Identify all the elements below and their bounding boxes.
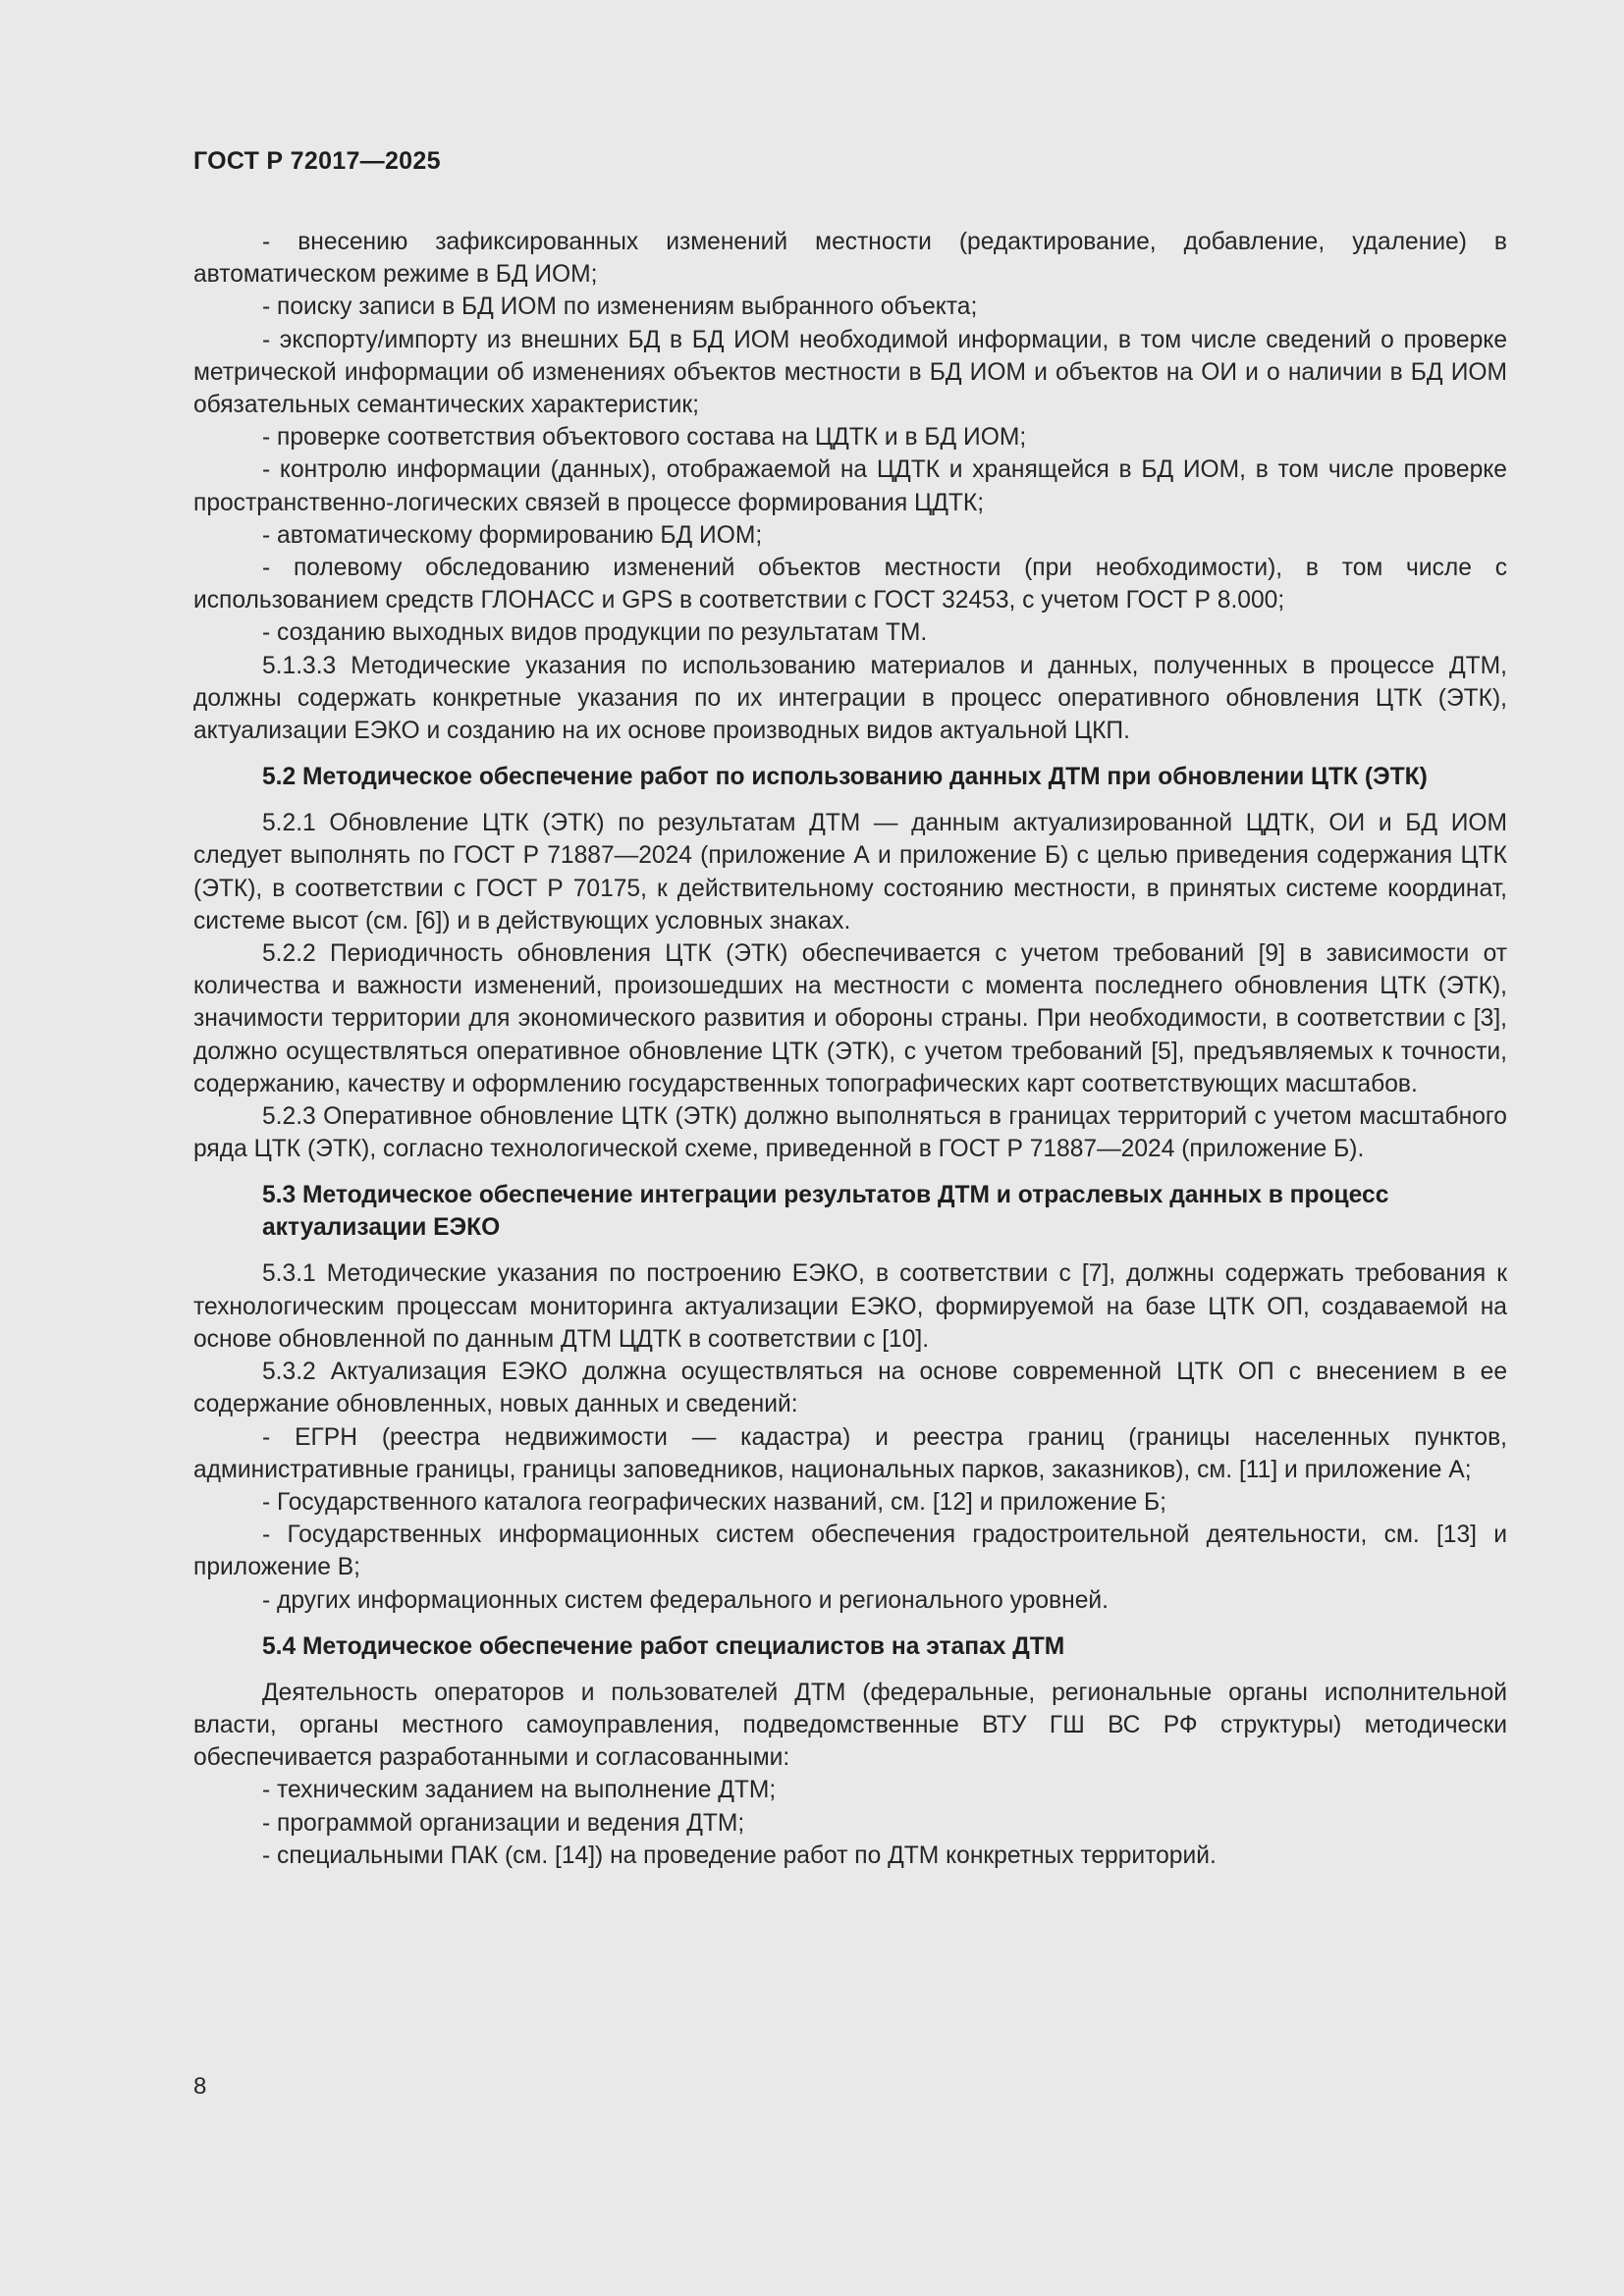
paragraph: 5.2.1 Обновление ЦТК (ЭТК) по результатам ДТМ — данным актуализированной ЦДТК, ОИ и БД ИОМ следует выполнять по ГОСТ Р 71887—2024 (приложение А и приложение Б) с целью приведения содержания ЦТК (ЭТК), в соответствии с ГОСТ Р 70175, к действительному состоянию местности, в принятых системе координат, системе высот (см. [6]) и в действующих условных знаках. xyxy=(193,810,1507,934)
list-item: - экспорту/импорту из внешних БД в БД ИОМ необходимой информации, в том числе сведений о проверке метрической информации об изменениях объектов местности в БД ИОМ и объектов на ОИ и о наличии в БД ИОМ обязательных семантических характеристик; xyxy=(193,326,1507,419)
list-item: - техническим заданием на выполнение ДТМ; xyxy=(262,1777,777,1804)
list-item: - Государственного каталога географических названий, см. [12] и приложение Б; xyxy=(262,1488,1166,1516)
paragraph: 5.3.2 Актуализация ЕЭКО должна осуществляться на основе современной ЦТК ОП с внесением в ее содержание обновленных, новых данных и сведений: xyxy=(193,1359,1507,1418)
list-item: - автоматическому формированию БД ИОМ; xyxy=(262,521,763,549)
list-item: - Государственных информационных систем обеспечения градостроительной деятельности, см. [13] и приложение В; xyxy=(193,1522,1507,1581)
list-item: - специальными ПАК (см. [14]) на проведение работ по ДТМ конкретных территорий. xyxy=(262,1842,1217,1869)
section-heading-5-3: 5.3 Методическое обеспечение интеграции результатов ДТМ и отраслевых данных в процесс актуализации ЕЭКО xyxy=(262,1182,1389,1242)
list-item: - контролю информации (данных), отображаемой на ЦДТК и хранящейся в БД ИОМ, в том числе проверке пространственно-логических связей в процессе формирования ЦДТК; xyxy=(193,456,1507,516)
paragraph: 5.2.3 Оперативное обновление ЦТК (ЭТК) должно выполняться в границах территорий с учетом масштабного ряда ЦТК (ЭТК), согласно технологической схеме, приведенной в ГОСТ Р 71887—2024 (приложение Б). xyxy=(193,1103,1507,1163)
document-body xyxy=(193,226,1507,1872)
paragraph: 5.3.1 Методические указания по построению ЕЭКО, в соответствии с [7], должны содержать требования к технологическим процессам мониторинга актуализации ЕЭКО, формируемой на базе ЦТК ОП, создаваемой на основе обновленной по данным ДТМ ЦДТК в соответствии с [10]. xyxy=(193,1260,1507,1353)
list-item: - созданию выходных видов продукции по результатам ТМ. xyxy=(262,619,928,647)
paragraph: Деятельность операторов и пользователей ДТМ (федеральные, региональные органы исполнительной власти, органы местного самоуправления, подведомственные ВТУ ГШ ВС РФ структуры) методически обеспечивается разработанными и согласованными: xyxy=(193,1679,1507,1772)
list-item: - полевому обследованию изменений объектов местности (при необходимости), в том числе с использованием средств ГЛОНАСС и GPS в соответствии с ГОСТ 32453, с учетом ГОСТ Р 8.000; xyxy=(193,555,1507,614)
list-item: - ЕГРН (реестра недвижимости — кадастра) и реестра границ (границы населенных пунктов, административные границы, границы заповедников, национальных парков, заказников), см. [11] и приложение А; xyxy=(193,1423,1507,1483)
page-number: 8 xyxy=(193,2073,207,2100)
section-heading-5-2: 5.2 Методическое обеспечение работ по использованию данных ДТМ при обновлении ЦТК (ЭТК) xyxy=(262,764,1428,791)
section-heading-5-4: 5.4 Методическое обеспечение работ специалистов на этапах ДТМ xyxy=(262,1632,1065,1660)
list-item: - программой организации и ведения ДТМ; xyxy=(262,1809,745,1837)
list-item: - внесению зафиксированных изменений местности (редактирование, добавление, удаление) в автоматическом режиме в БД ИОМ; xyxy=(193,229,1507,289)
document-header: ГОСТ Р 72017—2025 xyxy=(193,147,441,175)
list-item: - проверке соответствия объектового состава на ЦДТК и в БД ИОМ; xyxy=(262,424,1027,452)
paragraph: 5.1.3.3 Методические указания по использованию материалов и данных, полученных в процессе ДТМ, должны содержать конкретные указания по их интеграции в процесс оперативного обновления ЦТК (ЭТК), актуализации ЕЭКО и созданию на их основе производных видов актуальной ЦКП. xyxy=(193,652,1507,745)
list-item: - других информационных систем федерального и регионального уровней. xyxy=(262,1586,1109,1614)
list-item: - поиску записи в БД ИОМ по изменениям выбранного объекта; xyxy=(262,294,978,321)
paragraph: 5.2.2 Периодичность обновления ЦТК (ЭТК) обеспечивается с учетом требований [9] в зависимости от количества и важности изменений, произошедших на местности с момента последнего обновления ЦТК (ЭТК), значимости территории для экономического развития и обороны страны. При необходимости, в соответствии с [3], должно осуществляться оперативное обновление ЦТК (ЭТК), с учетом требований [5], предъявляемых к точности, содержанию, качеству и оформлению государственных топографических карт соответствующих масштабов. xyxy=(193,940,1507,1097)
